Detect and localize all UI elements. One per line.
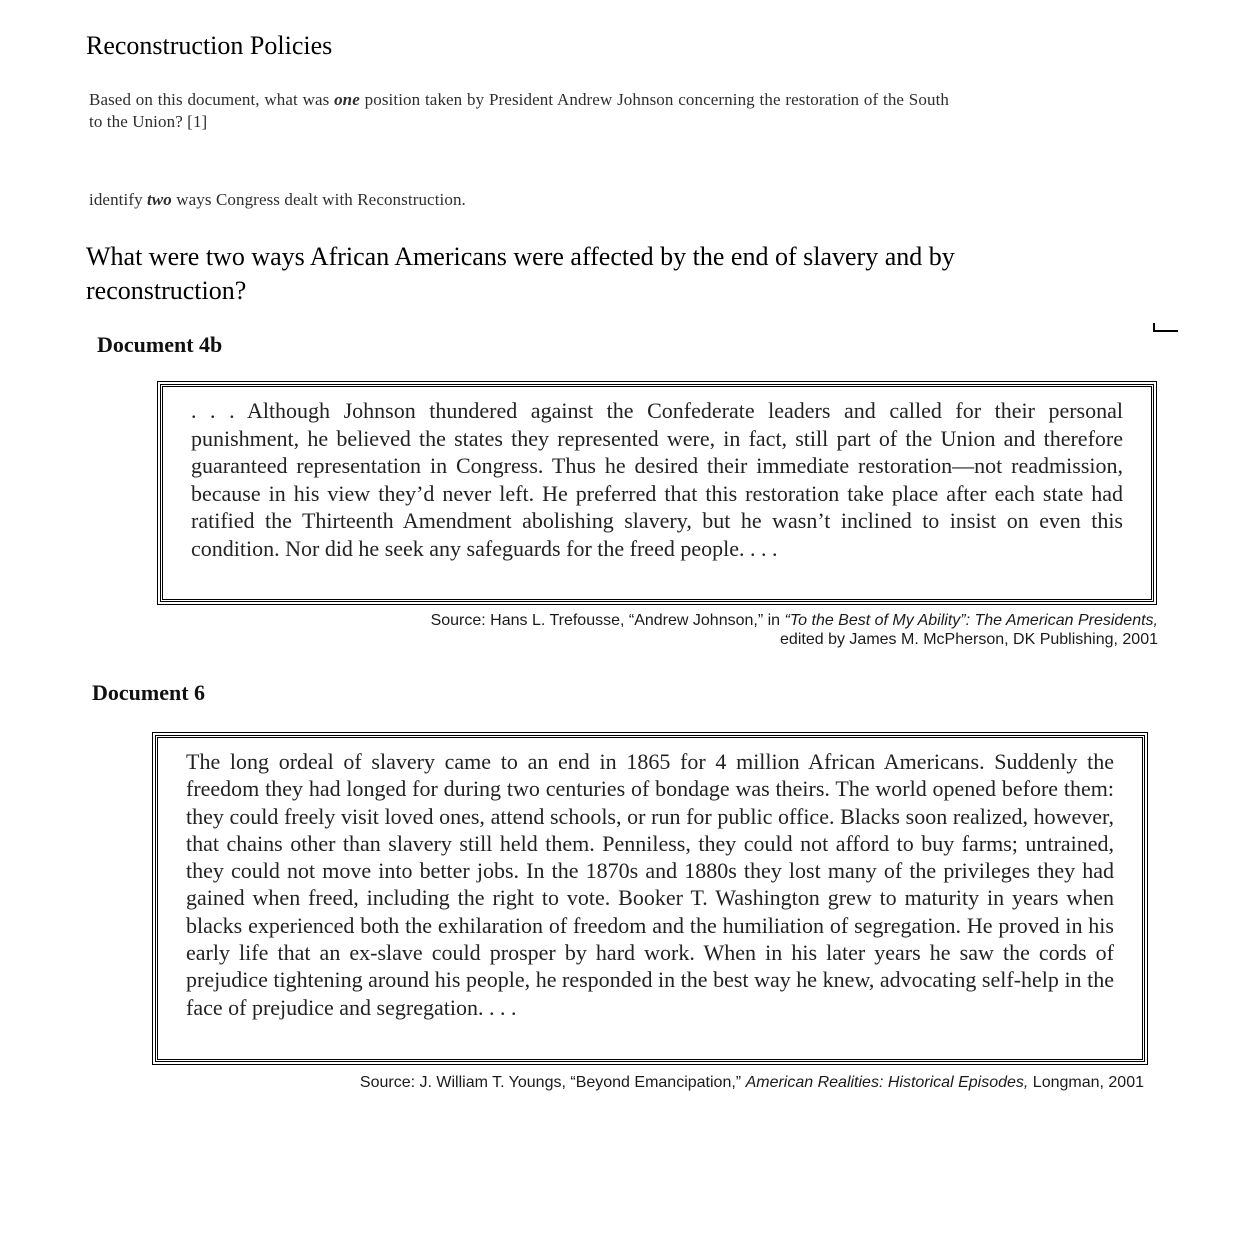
source-citation: Source: J. William T. Youngs, “Beyond Emancipation,” <box>359 1074 746 1091</box>
source-citation: Source: Hans L. Trefousse, “Andrew Johnson,” in <box>430 612 785 629</box>
question-text-end: position taken by President Andrew Johnson concerning the restoration of the South to the Union? [1] <box>89 90 949 131</box>
page-title: Reconstruction Policies <box>86 31 333 60</box>
question-emphasis: two <box>147 190 172 209</box>
document-4b-source-line-1 <box>200 611 1158 630</box>
question-johnson-position <box>89 89 949 133</box>
question-text-start: Based on this document, what was <box>89 90 335 109</box>
source-book-title: “To the Best of My Ability”: The American Presidents, <box>784 612 1158 629</box>
corner-bracket-mark <box>1153 323 1178 332</box>
document-4b-source-line-2: edited by James M. McPherson, DK Publishing, 2001 <box>780 631 1158 648</box>
document-4b-text: . . . Although Johnson thundered against the Confederate leaders and called for their personal punishment, he believed the states they represented were, in fact, still part of the Union and therefore guaranteed representation in Congress. Thus he desired their immediate restoration—not readmission, because in his view they’d never left. He preferred that this restoration take place after each state had ratified the Thirteenth Amendment abolishing slavery, but he wasn’t inclined to insist on even this condition. Nor did he seek any safeguards for the freed people. . . . <box>191 398 1123 561</box>
question-emphasis: one <box>334 90 360 109</box>
document-6-source <box>150 1073 1144 1092</box>
document-4b-source <box>200 611 1158 649</box>
document-4b-quote-box <box>160 384 1154 602</box>
question-african-americans: What were two ways African Americans were affected by the end of slavery and by reconstruction? <box>86 242 955 305</box>
question-congress-reconstruction <box>89 189 466 211</box>
source-publisher: Longman, 2001 <box>1028 1074 1144 1091</box>
document-6-heading: Document 6 <box>92 680 206 705</box>
question-text-start: identify <box>89 190 148 209</box>
question-text-end: ways Congress dealt with Reconstruction. <box>171 190 466 209</box>
document-6-quote-box <box>155 735 1145 1062</box>
document-6-text: The long ordeal of slavery came to an end in 1865 for 4 million African Americans. Suddenly the freedom they had longed for during two centuries of bondage was theirs. The world opened before them: they could freely visit loved ones, attend schools, or run for public office. Blacks soon realized, however, that chains other than slavery still held them. Penniless, they could not afford to buy farms; untrained, they could not move into better jobs. In the 1870s and 1880s they lost many of the privileges they had gained when freed, including the right to vote. Booker T. Washington grew to maturity in years when blacks experienced both the exhilaration of freedom and the humiliation of segregation. He proved in his early life that an ex-slave could prosper by hard work. When in his later years he saw the cords of prejudice tightening around his people, he responded in the best way he knew, advocating self-help in the face of prejudice and segregation. . . . <box>186 749 1114 1020</box>
source-book-title: American Realities: Historical Episodes, <box>745 1074 1029 1091</box>
document-4b-heading: Document 4b <box>97 332 223 357</box>
